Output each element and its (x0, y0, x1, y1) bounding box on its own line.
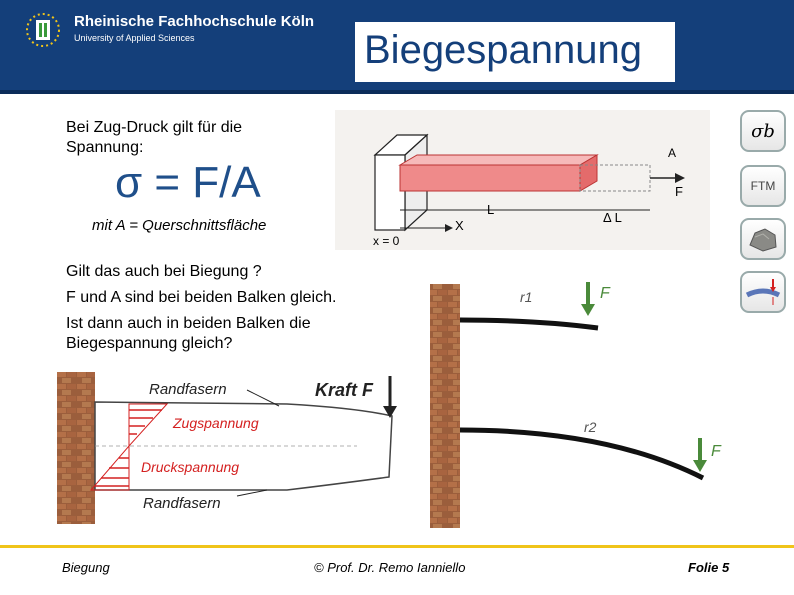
long-beam (460, 430, 703, 478)
two-beams-diagram (428, 278, 733, 530)
force-1-label: F (600, 285, 610, 302)
randfasern-top-label: Randfasern (149, 381, 227, 398)
intro-line-1: Bei Zug-Druck gilt für die (66, 119, 243, 136)
question-line-1: Gilt das auch bei Biegung ? (66, 263, 262, 280)
short-beam (460, 320, 598, 328)
bending-stress-diagram (57, 372, 410, 524)
sigma-nav-button[interactable] (740, 110, 786, 152)
question-line-2: F und A sind bei beiden Balken gleich. (66, 289, 337, 306)
wall-bricks-2 (430, 284, 460, 528)
label-a: A (668, 146, 677, 160)
bending-beam-icon (745, 277, 781, 307)
university-subtitle: University of Applied Sciences (74, 33, 195, 43)
header-divider (0, 90, 794, 94)
ftm-nav-button[interactable] (740, 165, 786, 207)
force-2-label: F (711, 443, 721, 460)
sigma-b-label: σb (751, 120, 775, 142)
bending-nav-button[interactable] (740, 271, 786, 313)
force-arrow-2-head (693, 460, 707, 472)
rock-nav-button[interactable] (740, 218, 786, 260)
r1-label: r1 (520, 289, 533, 305)
stress-formula: σ = F/A (115, 158, 261, 207)
footer-divider (0, 545, 794, 548)
label-l: L (487, 202, 495, 217)
beam-top (400, 155, 597, 165)
beam-front (400, 165, 580, 191)
label-delta-l: Δ L (603, 210, 622, 225)
area-note: mit A = Querschnittsfläche (92, 217, 267, 234)
label-f: F (675, 184, 683, 199)
druckspannung-label: Druckspannung (141, 459, 240, 475)
footer-slide-number: Folie 5 (688, 560, 730, 575)
university-name: Rheinische Fachhochschule Köln (74, 13, 315, 30)
randfasern-bottom-label: Randfasern (143, 495, 221, 512)
footer-author: © Prof. Dr. Remo Ianniello (314, 560, 466, 575)
question-line-4: Biegespannung gleich? (66, 335, 233, 352)
rock-icon (747, 225, 779, 253)
ftm-label: FTM (750, 179, 776, 193)
r2-label: r2 (584, 419, 597, 435)
university-logo-icon (22, 10, 64, 50)
slide-title: Biegespannung (364, 28, 643, 72)
randfasern-bottom-pointer (237, 490, 267, 496)
wall-bricks (57, 372, 95, 524)
question-line-3: Ist dann auch in beiden Balken die (66, 315, 311, 332)
footer-topic: Biegung (62, 560, 110, 575)
label-x0: x = 0 (373, 234, 400, 248)
zugspannung-label: Zugspannung (173, 415, 259, 431)
kraft-label: Kraft F (315, 380, 373, 400)
intro-line-2: Spannung: (66, 139, 144, 156)
tension-diagram (335, 110, 710, 250)
label-x: X (455, 218, 464, 233)
force-arrow-1-head (581, 304, 595, 316)
